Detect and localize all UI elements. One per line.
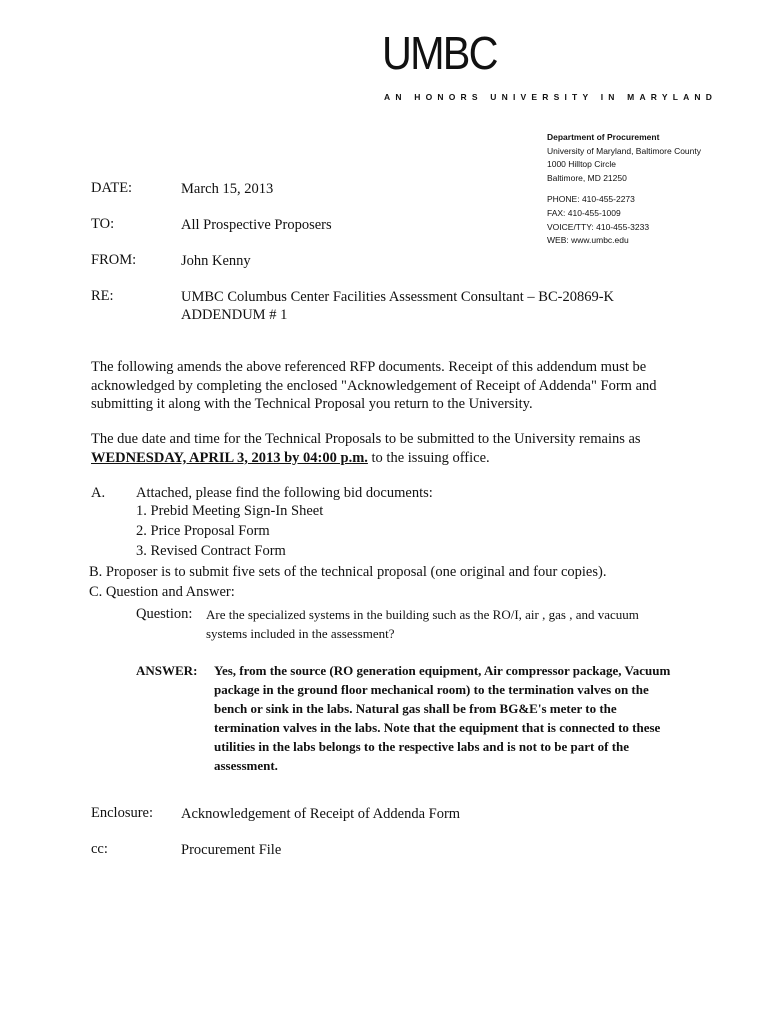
address-line-2: 1000 Hilltop Circle [547, 159, 616, 170]
answer-text: Yes, from the source (RO generation equipment, Air compressor package, Vacuum package in the ground floor mechanical room) to the termination valves on the bench or sink in the labs. Natural gas shall be from BG&E's meter to the termination valves in the labs. Note that the equipment that is connected to these utilities in the labs belongs to the respective labs and is not to be part of the assessment. [214, 663, 671, 773]
bid-document-3: 3. Revised Contract Form [136, 543, 286, 559]
date-label: DATE: [91, 180, 133, 196]
item-a-marker: A. [91, 485, 106, 501]
question-label: Question: [136, 606, 193, 622]
fax-number: FAX: 410-455-1009 [547, 207, 621, 218]
to-value: All Prospective Proposers [181, 217, 332, 233]
due-date-emphasis: WEDNESDAY, APRIL 3, 2013 by 04:00 p.m. [91, 449, 368, 466]
from-label: FROM: [91, 252, 137, 268]
cc-label: cc: [91, 841, 108, 857]
bid-document-2: 2. Price Proposal Form [136, 523, 270, 539]
web-address: WEB: www.umbc.edu [547, 235, 629, 246]
voice-tty-number: VOICE/TTY: 410-455-3233 [547, 221, 650, 232]
bid-document-1: 1. Prebid Meeting Sign-In Sheet [136, 503, 324, 519]
due-date-intro: The due date and time for the Technical Proposals to be submitted to the University remains as [91, 431, 641, 447]
item-a-text: Attached, please find the following bid documents: [136, 485, 433, 501]
question-text [206, 605, 639, 643]
department-address-block [547, 131, 701, 248]
amendment-paragraph: The following amends the above referenced RFP documents. Receipt of this addendum must be acknowledged by completing the enclosed "Acknowledgement of Receipt of Addenda" Form and submitting it along with the Technical Proposal you return to the University. [91, 359, 657, 412]
re-addendum-number: ADDENDUM # 1 [181, 307, 288, 323]
address-line-1: University of Maryland, Baltimore County [547, 145, 702, 156]
answer-label: ANSWER: [136, 663, 198, 678]
phone-number: PHONE: 410-455-2273 [547, 194, 635, 205]
re-value [181, 288, 614, 324]
due-date-paragraph [91, 430, 681, 467]
umbc-logo: UMBC [382, 27, 497, 79]
to-label: TO: [91, 216, 115, 232]
re-label: RE: [91, 288, 114, 304]
date-value: March 15, 2013 [181, 181, 274, 197]
from-value: John Kenny [181, 253, 251, 269]
item-c-text: C. Question and Answer: [89, 584, 235, 600]
re-subject: UMBC Columbus Center Facilities Assessment Consultant – BC-20869-K [181, 289, 614, 305]
department-name: Department of Procurement [547, 132, 660, 142]
enclosure-label: Enclosure: [91, 805, 154, 821]
question-line-1: Are the specialized systems in the building such as the RO/I, air , gas , and vacuum [206, 607, 639, 622]
item-b-text: B. Proposer is to submit five sets of the technical proposal (one original and four copies). [89, 564, 607, 580]
question-line-2: systems included in the assessment? [206, 626, 395, 641]
university-tagline: AN HONORS UNIVERSITY IN MARYLAND [384, 92, 718, 102]
enclosure-value: Acknowledgement of Receipt of Addenda Form [181, 806, 461, 822]
address-line-3: Baltimore, MD 21250 [547, 172, 627, 183]
due-date-closing: to the issuing office. [367, 449, 490, 466]
cc-value: Procurement File [181, 842, 282, 858]
